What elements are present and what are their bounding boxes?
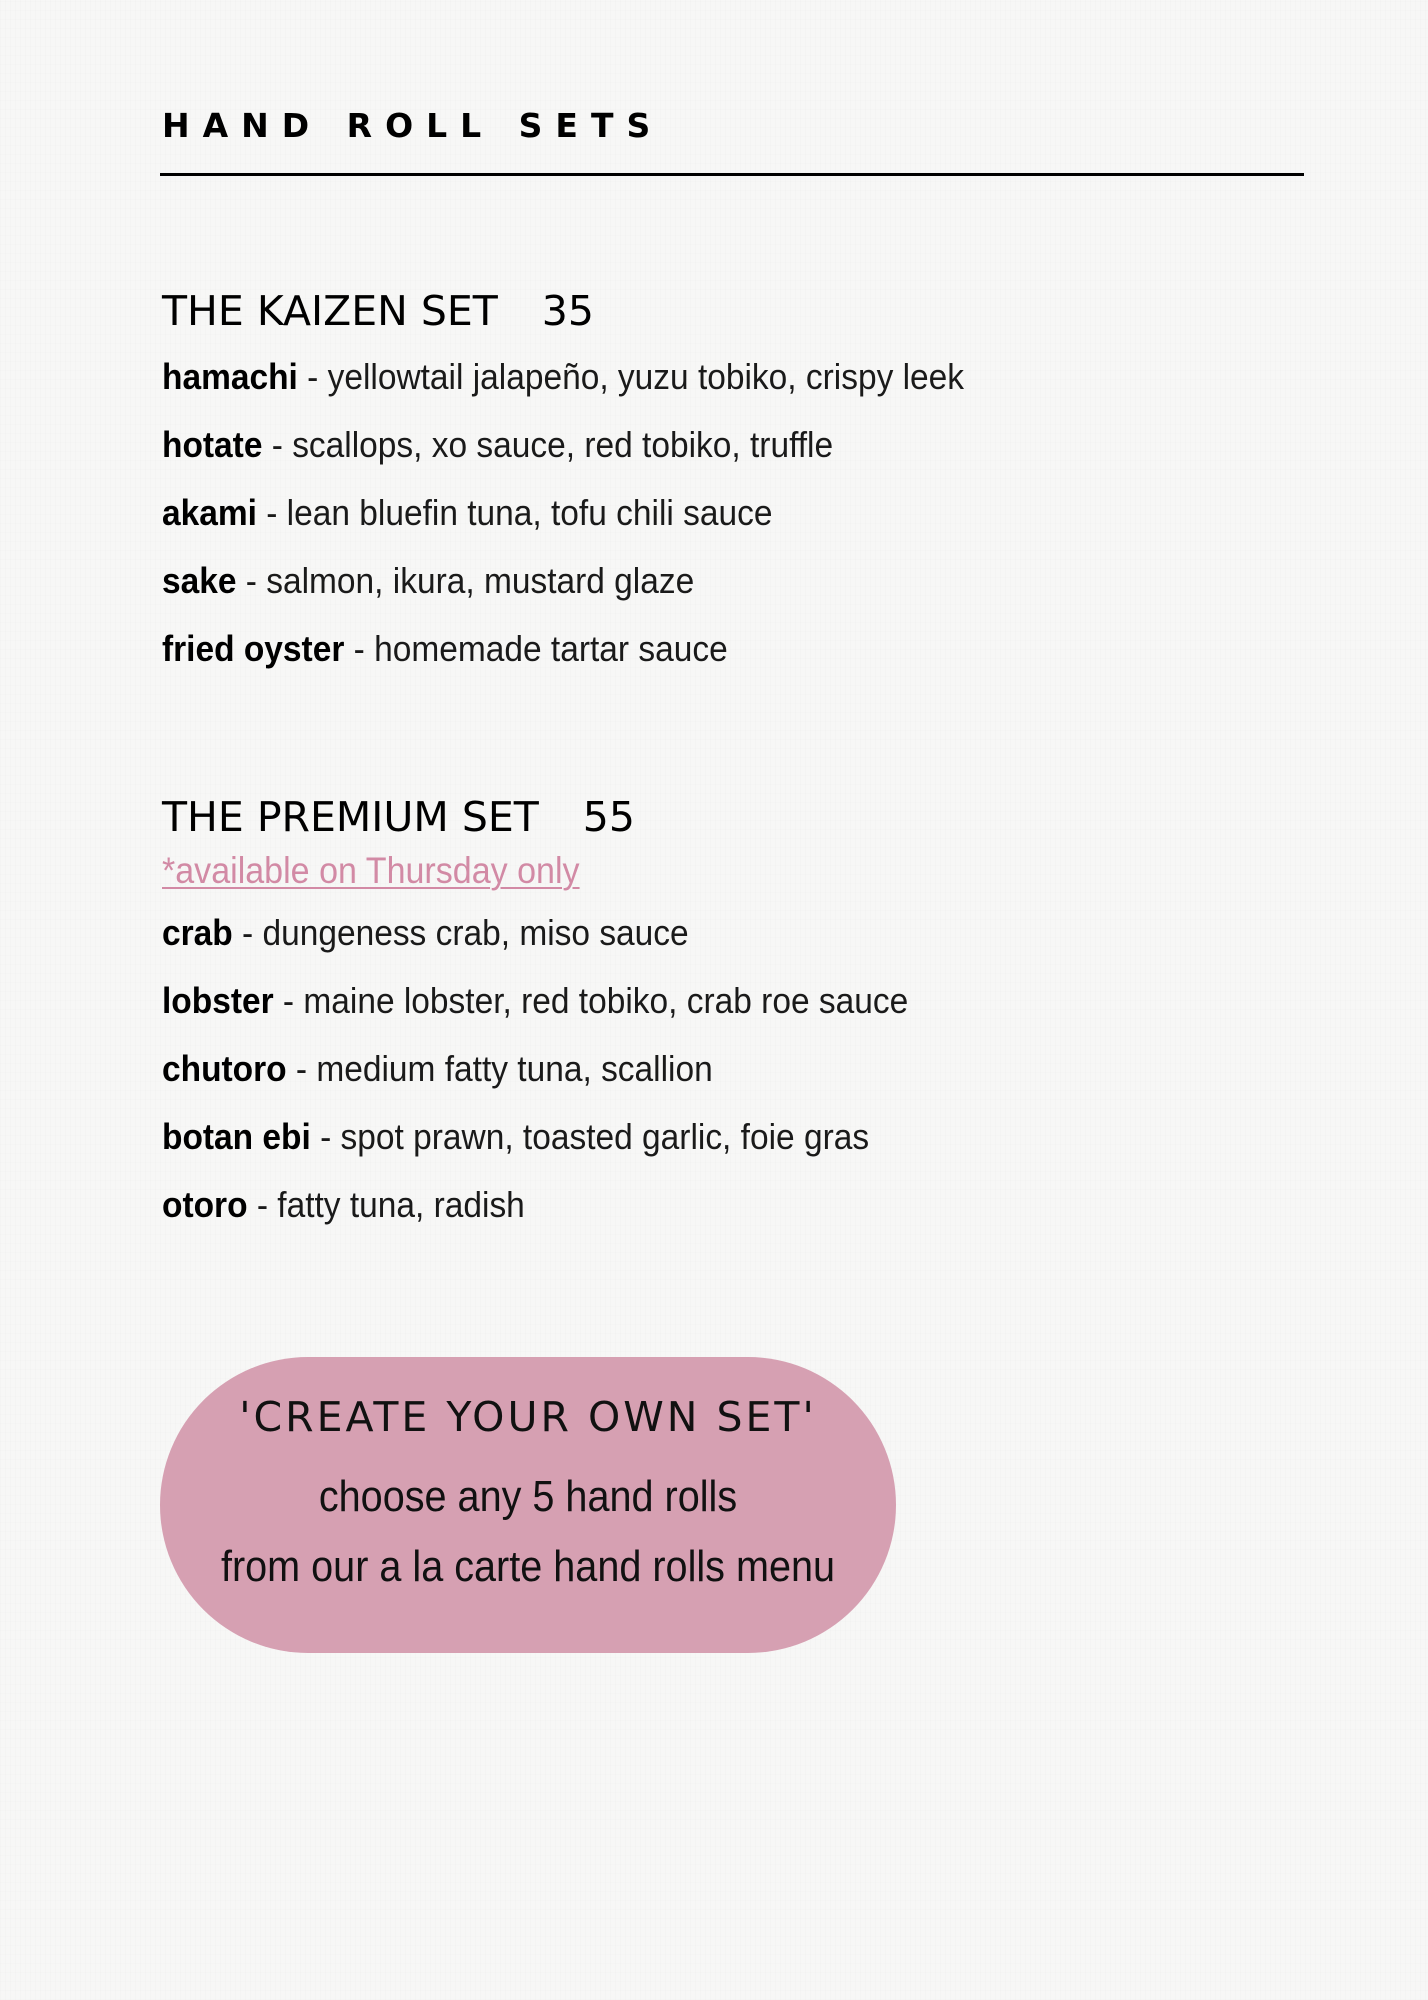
- item-name: crab: [162, 912, 233, 953]
- title-divider: [160, 173, 1304, 176]
- item-name: akami: [162, 492, 257, 533]
- callout-line: choose any 5 hand rolls: [318, 1472, 738, 1521]
- set-heading: [162, 789, 964, 845]
- list-item: [162, 967, 908, 1035]
- callout-line: from our a la carte hand rolls menu: [220, 1542, 836, 1591]
- item-description: - salmon, ikura, mustard glaze: [236, 560, 695, 601]
- item-description: - homemade tartar sauce: [344, 628, 728, 669]
- list-item: [162, 899, 908, 967]
- item-description: - fatty tuna, radish: [247, 1184, 525, 1225]
- set-name: THE KAIZEN SET: [162, 287, 498, 335]
- premium-set-section: [162, 789, 964, 1239]
- set-heading: [162, 283, 1024, 339]
- item-name: lobster: [162, 980, 274, 1021]
- list-item: [162, 343, 964, 411]
- item-name: botan ebi: [162, 1116, 311, 1157]
- list-item: [162, 547, 964, 615]
- set-price: 55: [582, 793, 635, 841]
- create-your-own-callout: [160, 1357, 896, 1653]
- list-item: [162, 1035, 908, 1103]
- item-description: - scallops, xo sauce, red tobiko, truffle: [262, 424, 834, 465]
- list-item: [162, 411, 964, 479]
- list-item: [162, 479, 964, 547]
- callout-title: 'CREATE YOUR OWN SET': [239, 1393, 817, 1441]
- page-title: HAND ROLL SETS: [162, 106, 664, 145]
- set-price: 35: [541, 287, 594, 335]
- kaizen-set-section: [162, 283, 1024, 683]
- item-description: - dungeness crab, miso sauce: [232, 912, 689, 953]
- availability-note: *available on Thursday only: [162, 850, 580, 891]
- list-item: [162, 615, 964, 683]
- item-name: otoro: [162, 1184, 248, 1225]
- item-name: hamachi: [162, 356, 298, 397]
- item-description: - yellowtail jalapeño, yuzu tobiko, crispy leek: [297, 356, 965, 397]
- list-item: [162, 1103, 908, 1171]
- set-name: THE PREMIUM SET: [162, 793, 539, 841]
- item-description: - medium fatty tuna, scallion: [286, 1048, 713, 1089]
- item-name: chutoro: [162, 1048, 287, 1089]
- item-name: hotate: [162, 424, 263, 465]
- item-name: sake: [162, 560, 237, 601]
- item-description: - maine lobster, red tobiko, crab roe sauce: [273, 980, 909, 1021]
- item-description: - lean bluefin tuna, tofu chili sauce: [256, 492, 773, 533]
- list-item: [162, 1171, 908, 1239]
- item-name: fried oyster: [162, 628, 345, 669]
- item-description: - spot prawn, toasted garlic, foie gras: [310, 1116, 870, 1157]
